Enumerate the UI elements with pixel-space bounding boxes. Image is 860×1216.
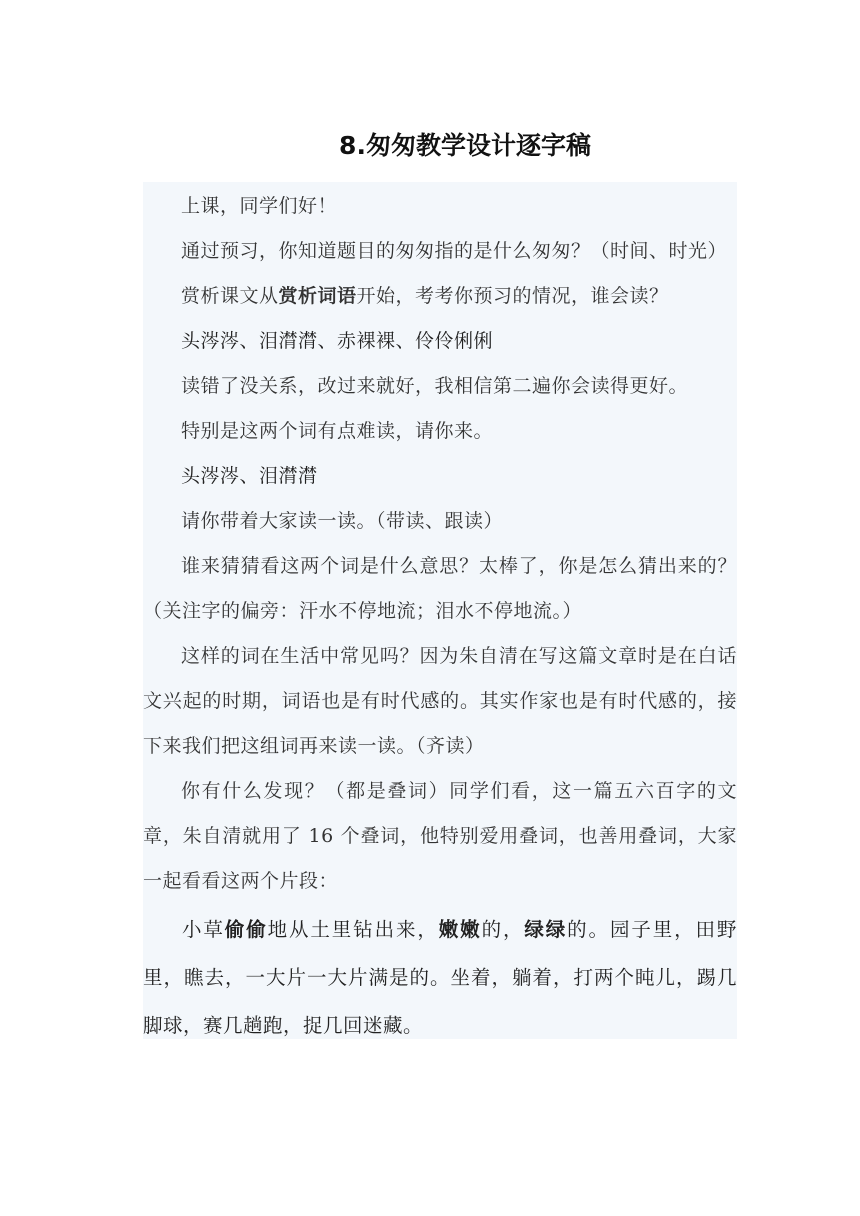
paragraph-question-title: 通过预习，你知道题目的匆匆指的是什么匆匆？（时间、时光） [181, 240, 728, 262]
paragraph-lead-reading: 请你带着大家读一读。（带读、跟读） [181, 510, 504, 532]
quote-part: 地从土里钻出来， [267, 918, 439, 941]
paragraph-difficult-words: 特别是这两个词有点难读，请你来。 [181, 420, 494, 442]
quote-part: 小草 [182, 918, 225, 941]
quote-part: 盹儿，踢几脚球，赛几趟跑，捉几回迷藏。 [143, 966, 737, 1037]
paragraph-appreciation [143, 274, 737, 319]
quote-part: 的， [481, 918, 525, 941]
document-body [143, 182, 737, 1039]
quote-emphasis-lv-lv: 绿绿 [524, 918, 568, 941]
quote-excerpt [143, 906, 737, 1039]
paragraph-encourage: 读错了没关系，改过来就好，我相信第二遍你会读得更好。 [181, 375, 689, 397]
word-list-four: 头涔涔、泪潸潸、赤裸裸、伶伶俐俐 [181, 330, 494, 352]
emphasis-appreciate-words: 赏析词语 [278, 285, 357, 307]
paragraph-era: 这样的词在生活中常见吗？因为朱自清在写这篇文章时是在白话文兴起的时期，词语也是有时代感的。其实作家也是有时代感的，接下来我们把这组词再来读一读。（齐读） [143, 645, 737, 757]
paragraph-reduplication: 你有什么发现？（都是叠词）同学们看，这一篇五六百字的文章，朱自清就用了 16 个叠词，他特别爱用叠词，也善用叠词，大家一起看看这两个片段： [143, 780, 737, 892]
paragraph-greeting: 上课，同学们好！ [181, 195, 338, 217]
quote-emphasis-tou-tou: 偷偷 [224, 918, 268, 941]
word-list-two: 头涔涔、泪潸潸 [181, 465, 318, 487]
page-title: 8.匆匆教学设计逐字稿 [339, 131, 591, 160]
paragraph-guess-meaning: 谁来猜猜看这两个词是什么意思？太棒了，你是怎么猜出来的？（关注字的偏旁：汗水不停地流；泪水不停地流。） [143, 555, 737, 622]
paragraph-appreciation-start: 赏析课文从 [181, 285, 279, 307]
paragraph-appreciation-end: 开始，考考你预习的情况，谁会读？ [356, 285, 669, 307]
quote-part: 的。园子里，田野里，瞧去，一大片一大片满是的。坐着，躺着，打两个 [143, 918, 737, 989]
quote-emphasis-nen-nen: 嫩嫩 [438, 918, 482, 941]
